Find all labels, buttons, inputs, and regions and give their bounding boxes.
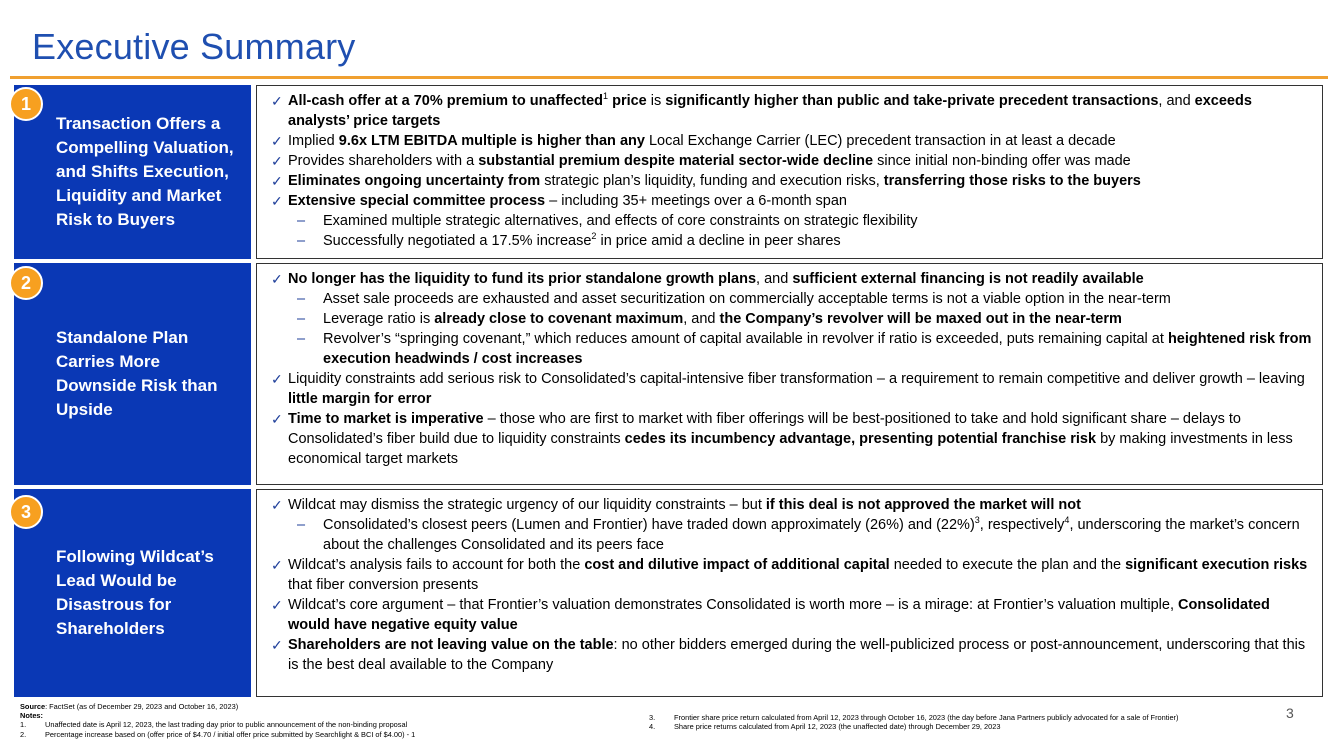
- section-3-heading-panel: [14, 489, 251, 697]
- check-bullet: ✓ Wildcat’s core argument – that Frontier’s valuation demonstrates Consolidated is worth more – is a mirage: at Frontier’s valuation multiple, Consolidated would have negative equity value: [271, 595, 1314, 635]
- check-bullet: ✓ Wildcat may dismiss the strategic urgency of our liquidity constraints – but if this deal is not approved the market will not: [271, 495, 1314, 515]
- title-rule: [10, 76, 1328, 79]
- check-bullet: ✓ Implied 9.6x LTM EBITDA multiple is higher than any Local Exchange Carrier (LEC) precedent transaction in at least a decade: [271, 131, 1314, 151]
- sub-bullet: – Revolver’s “springing covenant,” which reduces amount of capital available in revolver if ratio is exceeded, puts remaining capital at heightened risk from execution headwinds / cost increases: [271, 329, 1314, 369]
- sub-bullet: – Asset sale proceeds are exhausted and asset securitization on commercially acceptable terms is not a viable option in the near-term: [271, 289, 1314, 309]
- sub-bullet: – Consolidated’s closest peers (Lumen and Frontier) have traded down approximately (26%) and $(22\%)^3$, respectively$^4$, underscoring the market’s concern about the challenges Consolidated and its peers face: [271, 515, 1314, 555]
- sub-bullet: – Successfully negotiated a 17.5% increase$^2$ in price amid a decline in peer shares: [271, 231, 1314, 251]
- footnote-4: 4. Share price returns calculated from April 12, 2023 (the unaffected date) through December 29, 2023: [649, 722, 1001, 732]
- check-bullet: ✓ Liquidity constraints add serious risk to Consolidated’s capital-intensive fiber transformation – a requirement to remain competitive and deliver growth – leaving little margin for error: [271, 369, 1314, 409]
- check-bullet: ✓ All-cash offer at a 70% premium to unaffected$^1$ price is significantly higher than public and take-private precedent transactions, and exceeds analysts’ price targets: [271, 91, 1314, 131]
- section-2-badge: 2: [9, 266, 43, 300]
- check-bullet: ✓ Time to market is imperative – those who are first to market with fiber offerings will be best-positioned to take and hold significant share – delays to Consolidated’s fiber build due to liquidity constraints cedes its incumbency advantage, presenting potential franchise risk by making investments in less economical target markets: [271, 409, 1314, 469]
- section-1-heading-panel: [14, 85, 251, 259]
- sub-bullet: – Examined multiple strategic alternatives, and effects of core constraints on strategic flexibility: [271, 211, 1314, 231]
- check-bullet: ✓ Provides shareholders with a substantial premium despite material sector-wide decline since initial non-binding offer was made: [271, 151, 1314, 171]
- section-2-heading-panel: [14, 263, 251, 485]
- section-1-heading: Transaction Offers a Compelling Valuation, and Shifts Execution, Liquidity and Market Risk to Buyers: [56, 114, 234, 229]
- section-3-badge: 3: [9, 495, 43, 529]
- check-bullet: ✓ Wildcat’s analysis fails to account for both the cost and dilutive impact of additional capital needed to execute the plan and the significant execution risks that fiber conversion presents: [271, 555, 1314, 595]
- footnote-3: 3. Frontier share price return calculated from April 12, 2023 through October 16, 2023 (the day before Jana Partners publicly advocated for a sale of Frontier): [649, 713, 1179, 722]
- check-bullet: ✓ Eliminates ongoing uncertainty from strategic plan’s liquidity, funding and execution risks, transferring those risks to the buyers: [271, 171, 1314, 191]
- section-2-content: [256, 263, 1323, 485]
- section-1-content: [256, 85, 1323, 259]
- source-line: Source: FactSet (as of December 29, 2023 and October 16, 2023): [20, 702, 239, 711]
- footnote-1: 1. Unaffected date is April 12, 2023, the last trading day prior to public announcement of the non-binding proposal: [20, 720, 408, 730]
- section-3-heading: Following Wildcat’s Lead Would be Disastrous for Shareholders: [56, 547, 214, 638]
- notes-label: Notes:: [20, 711, 43, 721]
- sub-bullet: – Leverage ratio is already close to covenant maximum, and the Company’s revolver will be maxed out in the near-term: [271, 309, 1314, 329]
- footnote-2: 2. Percentage increase based on (offer price of $4.70 / initial offer price submitted by Searchlight & BCI of $4.00) - 1: [20, 729, 416, 739]
- section-1-badge: 1: [9, 87, 43, 121]
- check-bullet: ✓ Extensive special committee process – including 35+ meetings over a 6-month span: [271, 191, 1314, 211]
- page-title: Executive Summary: [32, 26, 356, 67]
- page-number: 3: [1286, 705, 1294, 721]
- check-bullet: ✓ Shareholders are not leaving value on the table: no other bidders emerged during the well-publicized process or post-announcement, underscoring that this is the best deal available to the Company: [271, 635, 1314, 675]
- section-2-heading: Standalone Plan Carries More Downside Risk than Upside: [56, 328, 218, 419]
- check-bullet: ✓ No longer has the liquidity to fund its prior standalone growth plans, and sufficient external financing is not readily available: [271, 269, 1314, 289]
- section-3-content: [256, 489, 1323, 697]
